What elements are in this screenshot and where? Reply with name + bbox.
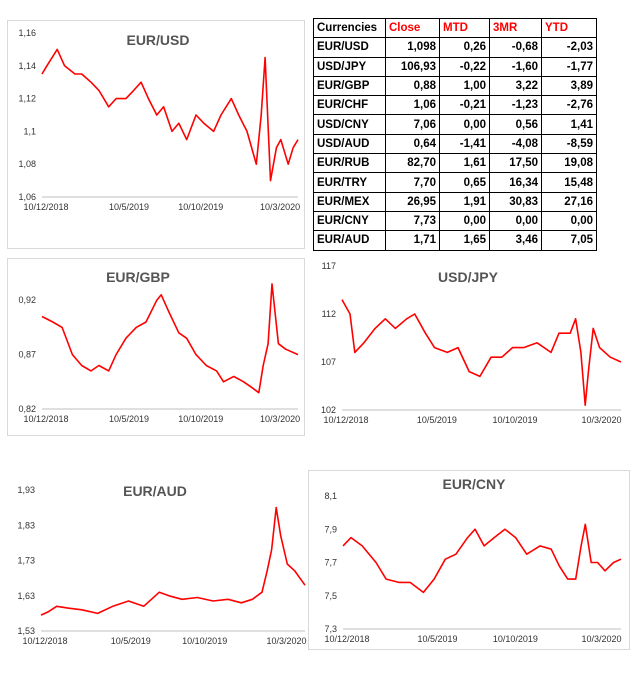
chart-eurcny xyxy=(309,471,629,649)
x-tick-label: 10/3/2020 xyxy=(266,636,307,646)
table-row xyxy=(314,76,597,95)
cell-close: 82,70 xyxy=(386,154,440,173)
cell-pair: EUR/USD xyxy=(314,38,386,57)
y-tick-label: 0,82 xyxy=(18,404,36,414)
cell-3mr: 16,34 xyxy=(490,173,542,192)
x-tick-label: 10/3/2020 xyxy=(581,415,622,425)
y-tick-label: 117 xyxy=(321,261,336,271)
x-tick-label: 10/5/2019 xyxy=(109,202,150,212)
cell-3mr: -1,23 xyxy=(490,96,542,115)
chart-title: EUR/CNY xyxy=(442,476,506,492)
table-row xyxy=(314,154,597,173)
cell-ytd: -2,76 xyxy=(542,96,597,115)
cell-close: 7,06 xyxy=(386,115,440,134)
cell-3mr: 3,46 xyxy=(490,231,542,250)
cell-pair: USD/JPY xyxy=(314,57,386,76)
cell-3mr: 0,00 xyxy=(490,211,542,230)
chart-eurusd xyxy=(8,21,304,248)
y-tick-label: 7,5 xyxy=(324,590,337,601)
table-row xyxy=(314,231,597,250)
cell-close: 7,73 xyxy=(386,211,440,230)
cell-3mr: -0,68 xyxy=(490,38,542,57)
table-header-row xyxy=(314,19,597,38)
cell-pair: EUR/MEX xyxy=(314,192,386,211)
series-line xyxy=(41,508,305,615)
currencies-table xyxy=(313,18,597,251)
column-header-close: Close xyxy=(386,19,440,38)
y-tick-label: 1,06 xyxy=(18,192,36,202)
y-tick-label: 1,14 xyxy=(18,60,36,71)
cell-3mr: 30,83 xyxy=(490,192,542,211)
y-tick-label: 7,9 xyxy=(324,524,337,535)
y-tick-label: 1,93 xyxy=(17,485,35,495)
cell-close: 1,098 xyxy=(386,38,440,57)
cell-pair: EUR/CNY xyxy=(314,211,386,230)
cell-pair: EUR/AUD xyxy=(314,231,386,250)
cell-3mr: 0,56 xyxy=(490,115,542,134)
y-tick-label: 1,73 xyxy=(17,555,35,566)
y-tick-label: 7,7 xyxy=(324,557,337,568)
cell-close: 1,06 xyxy=(386,96,440,115)
x-tick-label: 10/12/2018 xyxy=(324,634,370,644)
chart-eurusd-panel xyxy=(7,20,305,249)
column-header-3mr: 3MR xyxy=(490,19,542,38)
chart-euraud xyxy=(5,478,310,653)
x-tick-label: 10/3/2020 xyxy=(260,414,301,424)
cell-ytd: 1,41 xyxy=(542,115,597,134)
x-tick-label: 10/5/2019 xyxy=(417,634,458,644)
y-tick-label: 1,08 xyxy=(18,159,36,170)
cell-mtd: -0,22 xyxy=(440,57,490,76)
x-tick-label: 10/3/2020 xyxy=(581,634,622,644)
chart-title: EUR/GBP xyxy=(106,269,170,285)
series-line xyxy=(343,524,621,592)
table-title: Currencies xyxy=(314,19,386,38)
series-line xyxy=(42,49,298,180)
x-tick-label: 10/12/2018 xyxy=(323,415,369,425)
y-tick-label: 0,92 xyxy=(18,295,36,306)
column-header-mtd: MTD xyxy=(440,19,490,38)
cell-pair: EUR/TRY xyxy=(314,173,386,192)
chart-usdjpy-panel xyxy=(308,258,628,436)
cell-ytd: 27,16 xyxy=(542,192,597,211)
table-row xyxy=(314,192,597,211)
cell-close: 0,88 xyxy=(386,76,440,95)
cell-3mr: -4,08 xyxy=(490,134,542,153)
cell-close: 106,93 xyxy=(386,57,440,76)
x-tick-label: 10/5/2019 xyxy=(110,636,151,646)
cell-mtd: 0,65 xyxy=(440,173,490,192)
cell-mtd: -1,41 xyxy=(440,134,490,153)
x-tick-label: 10/10/2019 xyxy=(492,415,538,425)
x-tick-label: 10/10/2019 xyxy=(178,202,224,212)
y-tick-label: 1,63 xyxy=(17,590,35,601)
x-tick-label: 10/5/2019 xyxy=(416,415,457,425)
cell-close: 26,95 xyxy=(386,192,440,211)
y-tick-label: 8,1 xyxy=(324,491,337,501)
chart-eurgbp-panel xyxy=(7,258,305,436)
chart-usdjpy xyxy=(308,258,628,436)
y-tick-label: 1,83 xyxy=(17,520,35,531)
table-row xyxy=(314,96,597,115)
table-row xyxy=(314,115,597,134)
series-line xyxy=(342,300,621,406)
table-row xyxy=(314,57,597,76)
chart-title: USD/JPY xyxy=(438,269,498,285)
cell-ytd: -2,03 xyxy=(542,38,597,57)
cell-ytd: 0,00 xyxy=(542,211,597,230)
chart-euraud-panel xyxy=(5,478,310,653)
x-tick-label: 10/12/2018 xyxy=(23,202,69,212)
cell-3mr: 3,22 xyxy=(490,76,542,95)
chart-eurcny-panel xyxy=(308,470,630,650)
cell-ytd: 15,48 xyxy=(542,173,597,192)
cell-pair: EUR/GBP xyxy=(314,76,386,95)
cell-close: 0,64 xyxy=(386,134,440,153)
x-tick-label: 10/12/2018 xyxy=(23,414,69,424)
cell-mtd: 0,00 xyxy=(440,115,490,134)
y-tick-label: 1,53 xyxy=(17,626,35,636)
cell-mtd: -0,21 xyxy=(440,96,490,115)
cell-pair: USD/AUD xyxy=(314,134,386,153)
table-row xyxy=(314,211,597,230)
cell-3mr: -1,60 xyxy=(490,57,542,76)
currencies-table-panel xyxy=(313,18,596,251)
cell-3mr: 17,50 xyxy=(490,154,542,173)
table-row xyxy=(314,134,597,153)
column-header-ytd: YTD xyxy=(542,19,597,38)
cell-pair: EUR/CHF xyxy=(314,96,386,115)
cell-ytd: 7,05 xyxy=(542,231,597,250)
cell-ytd: -8,59 xyxy=(542,134,597,153)
cell-ytd: -1,77 xyxy=(542,57,597,76)
cell-mtd: 1,91 xyxy=(440,192,490,211)
y-tick-label: 102 xyxy=(320,405,336,415)
cell-close: 1,71 xyxy=(386,231,440,250)
x-tick-label: 10/3/2020 xyxy=(260,202,301,212)
y-tick-label: 1,16 xyxy=(18,28,36,38)
cell-pair: USD/CNY xyxy=(314,115,386,134)
x-tick-label: 10/10/2019 xyxy=(182,636,228,646)
cell-ytd: 19,08 xyxy=(542,154,597,173)
y-tick-label: 1,12 xyxy=(18,93,36,104)
x-tick-label: 10/10/2019 xyxy=(178,414,224,424)
y-tick-label: 1,1 xyxy=(23,126,36,137)
chart-eurgbp xyxy=(8,259,304,435)
series-line xyxy=(42,284,298,393)
x-tick-label: 10/5/2019 xyxy=(109,414,150,424)
cell-mtd: 0,00 xyxy=(440,211,490,230)
cell-mtd: 1,65 xyxy=(440,231,490,250)
table-row xyxy=(314,173,597,192)
cell-ytd: 3,89 xyxy=(542,76,597,95)
cell-mtd: 1,61 xyxy=(440,154,490,173)
cell-mtd: 1,00 xyxy=(440,76,490,95)
y-tick-label: 112 xyxy=(321,309,336,319)
x-tick-label: 10/10/2019 xyxy=(492,634,538,644)
chart-title: EUR/USD xyxy=(126,32,190,48)
y-tick-label: 0,87 xyxy=(18,349,36,360)
x-tick-label: 10/12/2018 xyxy=(22,636,68,646)
y-tick-label: 107 xyxy=(320,357,336,367)
cell-pair: EUR/RUB xyxy=(314,154,386,173)
table-row xyxy=(314,38,597,57)
cell-close: 7,70 xyxy=(386,173,440,192)
cell-mtd: 0,26 xyxy=(440,38,490,57)
chart-title: EUR/AUD xyxy=(123,483,187,499)
y-tick-label: 7,3 xyxy=(324,624,337,634)
